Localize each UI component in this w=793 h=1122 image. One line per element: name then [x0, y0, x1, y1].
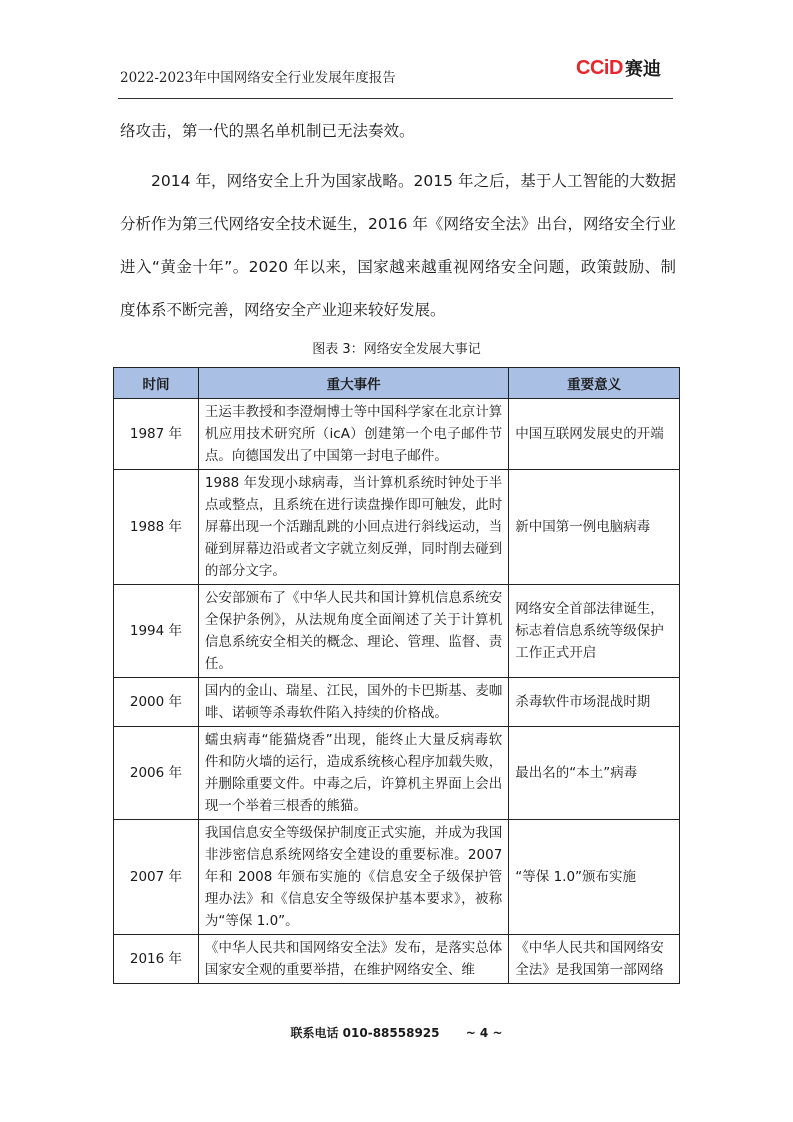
cell-meaning: 《中华人民共和国网络安全法》是我国第一部网络 — [509, 935, 680, 984]
table-caption: 图表 3：网络安全发展大事记 — [312, 342, 481, 357]
cell-event: 《中华人民共和国网络安全法》发布，是落实总体国家安全观的重要举措，在维护网络安全、维 — [198, 935, 508, 984]
paragraph-main: 2014 年，网络安全上升为国家战略。2015 年之后，基于人工智能的大数据分析作为第三代网络安全技术诞生，2016 年《网络安全法》出台，网络安全行业进入“黄金十年”。2020 年以来，国家越来越重视网络安全问题，政策鼓励、制度体系不断完善，网络安全产业迎来较好发展。 — [120, 172, 676, 319]
cell-meaning: 杀毒软件市场混战时期 — [509, 678, 680, 727]
cell-meaning: 网络安全首部法律诞生，标志着信息系统等级保护工作正式开启 — [509, 585, 680, 678]
cell-event: 我国信息安全等级保护制度正式实施，并成为我国非涉密信息系统网络安全建设的重要标准。2007 年和 2008 年颁布实施的《信息安全子级保护管理办法》和《信息安全等级保护基本要求》，被称为“等保 1.0”。 — [198, 820, 508, 935]
header-title: 2022-2023年中国网络安全行业发展年度报告 — [120, 70, 396, 86]
header-divider — [118, 98, 673, 99]
table-row — [114, 470, 680, 585]
events-table — [113, 367, 680, 984]
cell-event: 国内的金山、瑞星、江民，国外的卡巴斯基、麦咖啡、诺顿等杀毒软件陷入持续的价格战。 — [198, 678, 508, 727]
cell-event: 公安部颁布了《中华人民共和国计算机信息系统安全保护条例》，从法规角度全面阐述了关于计算机信息系统安全相关的概念、理论、管理、监督、责任。 — [198, 585, 508, 678]
cell-year: 2016 年 — [114, 935, 199, 984]
footer-contact: 联系电话 010-88558925 — [290, 1026, 440, 1040]
page-number: ~ 4 ~ — [465, 1026, 503, 1040]
column-header-event: 重大事件 — [198, 368, 508, 399]
logo-text-cn: 赛迪 — [624, 59, 661, 79]
cell-meaning: 中国互联网发展史的开端 — [509, 399, 680, 470]
table-row — [114, 935, 680, 984]
logo-text-en: CCiD — [576, 56, 623, 79]
cell-meaning: 最出名的“本土”病毒 — [509, 727, 680, 820]
cell-event: 王运丰教授和李澄炯博士等中国科学家在北京计算机应用技术研究所（icA）创建第一个电子邮件节点。向德国发出了中国第一封电子邮件。 — [198, 399, 508, 470]
table-row — [114, 727, 680, 820]
table-row — [114, 820, 680, 935]
cell-year: 1988 年 — [114, 470, 199, 585]
cell-year: 2006 年 — [114, 727, 199, 820]
cell-event: 蠕虫病毒“能猫烧香”出现，能终止大量反病毒软件和防火墙的运行，造成系统核心程序加载失败，并删除重要文件。中毒之后，许算机主界面上会出现一个举着三根香的熊猫。 — [198, 727, 508, 820]
column-header-time: 时间 — [114, 368, 199, 399]
cell-event: 1988 年发现小球病毒，当计算机系统时钟处于半点或整点，且系统在进行读盘操作即可触发，此时屏幕出现一个活蹦乱跳的小回点进行斜线运动，当碰到屏幕边沿或者文字就立刻反弹，同时削去碰到的部分文字。 — [198, 470, 508, 585]
paragraph-continuation: 络攻击，第一代的黑名单机制已无法奏效。 — [120, 122, 415, 140]
cell-meaning: “等保 1.0”颁布实施 — [509, 820, 680, 935]
page-footer — [0, 1024, 793, 1041]
column-header-meaning: 重要意义 — [509, 368, 680, 399]
cell-year: 2000 年 — [114, 678, 199, 727]
table-row — [114, 585, 680, 678]
table-row — [114, 399, 680, 470]
cell-year: 1994 年 — [114, 585, 199, 678]
table-row — [114, 678, 680, 727]
cell-year: 1987 年 — [114, 399, 199, 470]
ccid-logo — [576, 56, 661, 80]
cell-year: 2007 年 — [114, 820, 199, 935]
cell-meaning: 新中国第一例电脑病毒 — [509, 470, 680, 585]
table-header-row — [114, 368, 680, 399]
